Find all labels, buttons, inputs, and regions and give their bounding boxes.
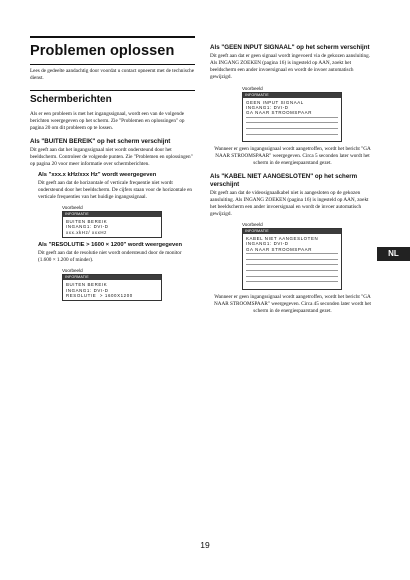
osd-line: GEEN INPUT SIGNAAL [246,99,304,105]
figure-caption: Voorbeeld [242,222,263,228]
osd-line: BUITEN BEREIK [66,219,108,225]
osd-line: GA NAAR STROOMSPAAR [246,110,312,116]
osd-header: INFORMATIE [63,212,161,217]
osd-screen [242,228,342,290]
osd-line: INGANG1: DVI-D [246,104,289,110]
title-rule [30,64,195,65]
subsection-title-geen-input: Als "GEEN INPUT SIGNAAL" op het scherm verschijnt [210,44,370,51]
subsection-title-frequency: Als "xxx.x kHz/xxx Hz" wordt weergegeven [38,172,157,179]
example-screen-resolution [62,268,162,301]
page-number: 19 [200,540,210,550]
section-title: Schermberichten [30,93,112,105]
osd-line: RESOLUTIE > 1600X1200 [66,293,133,299]
example-screen-frequency [62,205,162,238]
osd-line: KABEL NIET AANGESLOTEN [246,236,319,242]
figure-caption: Voorbeeld [242,85,263,91]
osd-header: INFORMATIE [63,275,161,280]
osd-line: INGANG1: DVI-D [246,241,289,247]
osd-line: INGANG1: DVI-D [66,287,109,293]
example-screen-kabel [242,222,342,290]
section-intro: Als er een probleem is met het ingangssignaal, wordt een van de volgende berichten weergegeven op het scherm. Zie "Problemen en oplossingen" op pagina 20 om dit probleem op te lossen. [30,110,185,131]
osd-blank-lines [246,253,338,287]
osd-screen [242,92,342,143]
top-rule [30,36,195,38]
right-column [210,36,375,318]
subsection-title-buiten-bereik: Als "BUITEN BEREIK" op het scherm verschijnt [30,137,171,145]
figure-caption: Voorbeeld [62,205,83,211]
subsection-text-geen-input: Dit geeft aan dat er geen signaal wordt ingevoerd via de gekozen aansluiting. Als INGANG ZOEKEN (pagina 16) is ingesteld op AAN, zoekt het beeldscherm een ander invoersignaal en wordt de invoer automatisch gewijzigd. [210,53,371,81]
left-column [30,36,195,305]
osd-line: xxx.xkHz/ xxxHz [66,229,107,235]
subsection-text-kabel: Dit geeft aan dat de videosignaalkabel niet is aangesloten op de gekozen aansluiting. Als INGANG ZOEKEN (pagina 16) is ingesteld op AAN, zoekt het beeldscherm een ander invoersignaal en wordt de invoer automatisch gewijzigd. [210,190,369,218]
subsection-text-buiten-bereik: Dit geeft aan dat het ingangssignaal niet wordt ondersteund door het beeldscherm. Controleer de volgende punten. Zie "Problemen en oplossingen" op pagina 20 voor meer informatie over schermberichten. [30,147,193,168]
osd-blank-lines [246,117,338,139]
intro-text: Lees de gedeelte aandachtig door voordat u contact opneemt met de technische dienst. [30,67,195,81]
osd-line: BUITEN BEREIK [66,282,108,288]
subsection-title-kabel: Als "KABEL NIET AANGESLOTEN" op het scherm verschijnt [210,173,358,188]
osd-screen [62,274,162,301]
section-rule [30,90,195,91]
figure-caption: Voorbeeld [62,268,83,274]
osd-header: INFORMATIE [243,229,341,234]
example-screen-geen-input [242,86,342,143]
subsection-after-kabel: Wanneer er geen ingangssignaal wordt aangetroffen, wordt het bericht "GA NAAR STROOMSPAAR" weergegeven. Circa 45 seconden later wordt het scherm in de energiespaarstand gezet. [214,293,371,314]
page-title: Problemen oplossen [30,43,175,59]
subsection-text-resolution: Dit geeft aan dat de resolutie niet wordt ondersteund door de monitor (1.600 × 1.200 of minder). [38,250,182,264]
osd-line: INGANG1: DVI-D [66,224,109,230]
language-tab: NL [377,247,410,261]
osd-screen [62,211,162,238]
osd-line: GA NAAR STROOMSPAAR [246,246,312,252]
osd-header: INFORMATIE [243,93,341,98]
subsection-title-resolution: Als "RESOLUTIE > 1600 × 1200" wordt weergegeven [38,242,183,249]
subsection-text-frequency: Dit geeft aan dat de horizontale of verticale frequentie niet wordt ondersteund door het beeldscherm. De cijfers staan voor de horizontale en verticale frequenties van het huidige ingangssignaal. [38,180,192,201]
subsection-after-geen-input: Wanneer er geen ingangssignaal wordt aangetroffen, wordt het bericht "GA NAAR STROOMSPAAR" weergegeven. Circa 5 seconden later wordt het scherm in de energiespaarstand gezet. [214,146,371,167]
